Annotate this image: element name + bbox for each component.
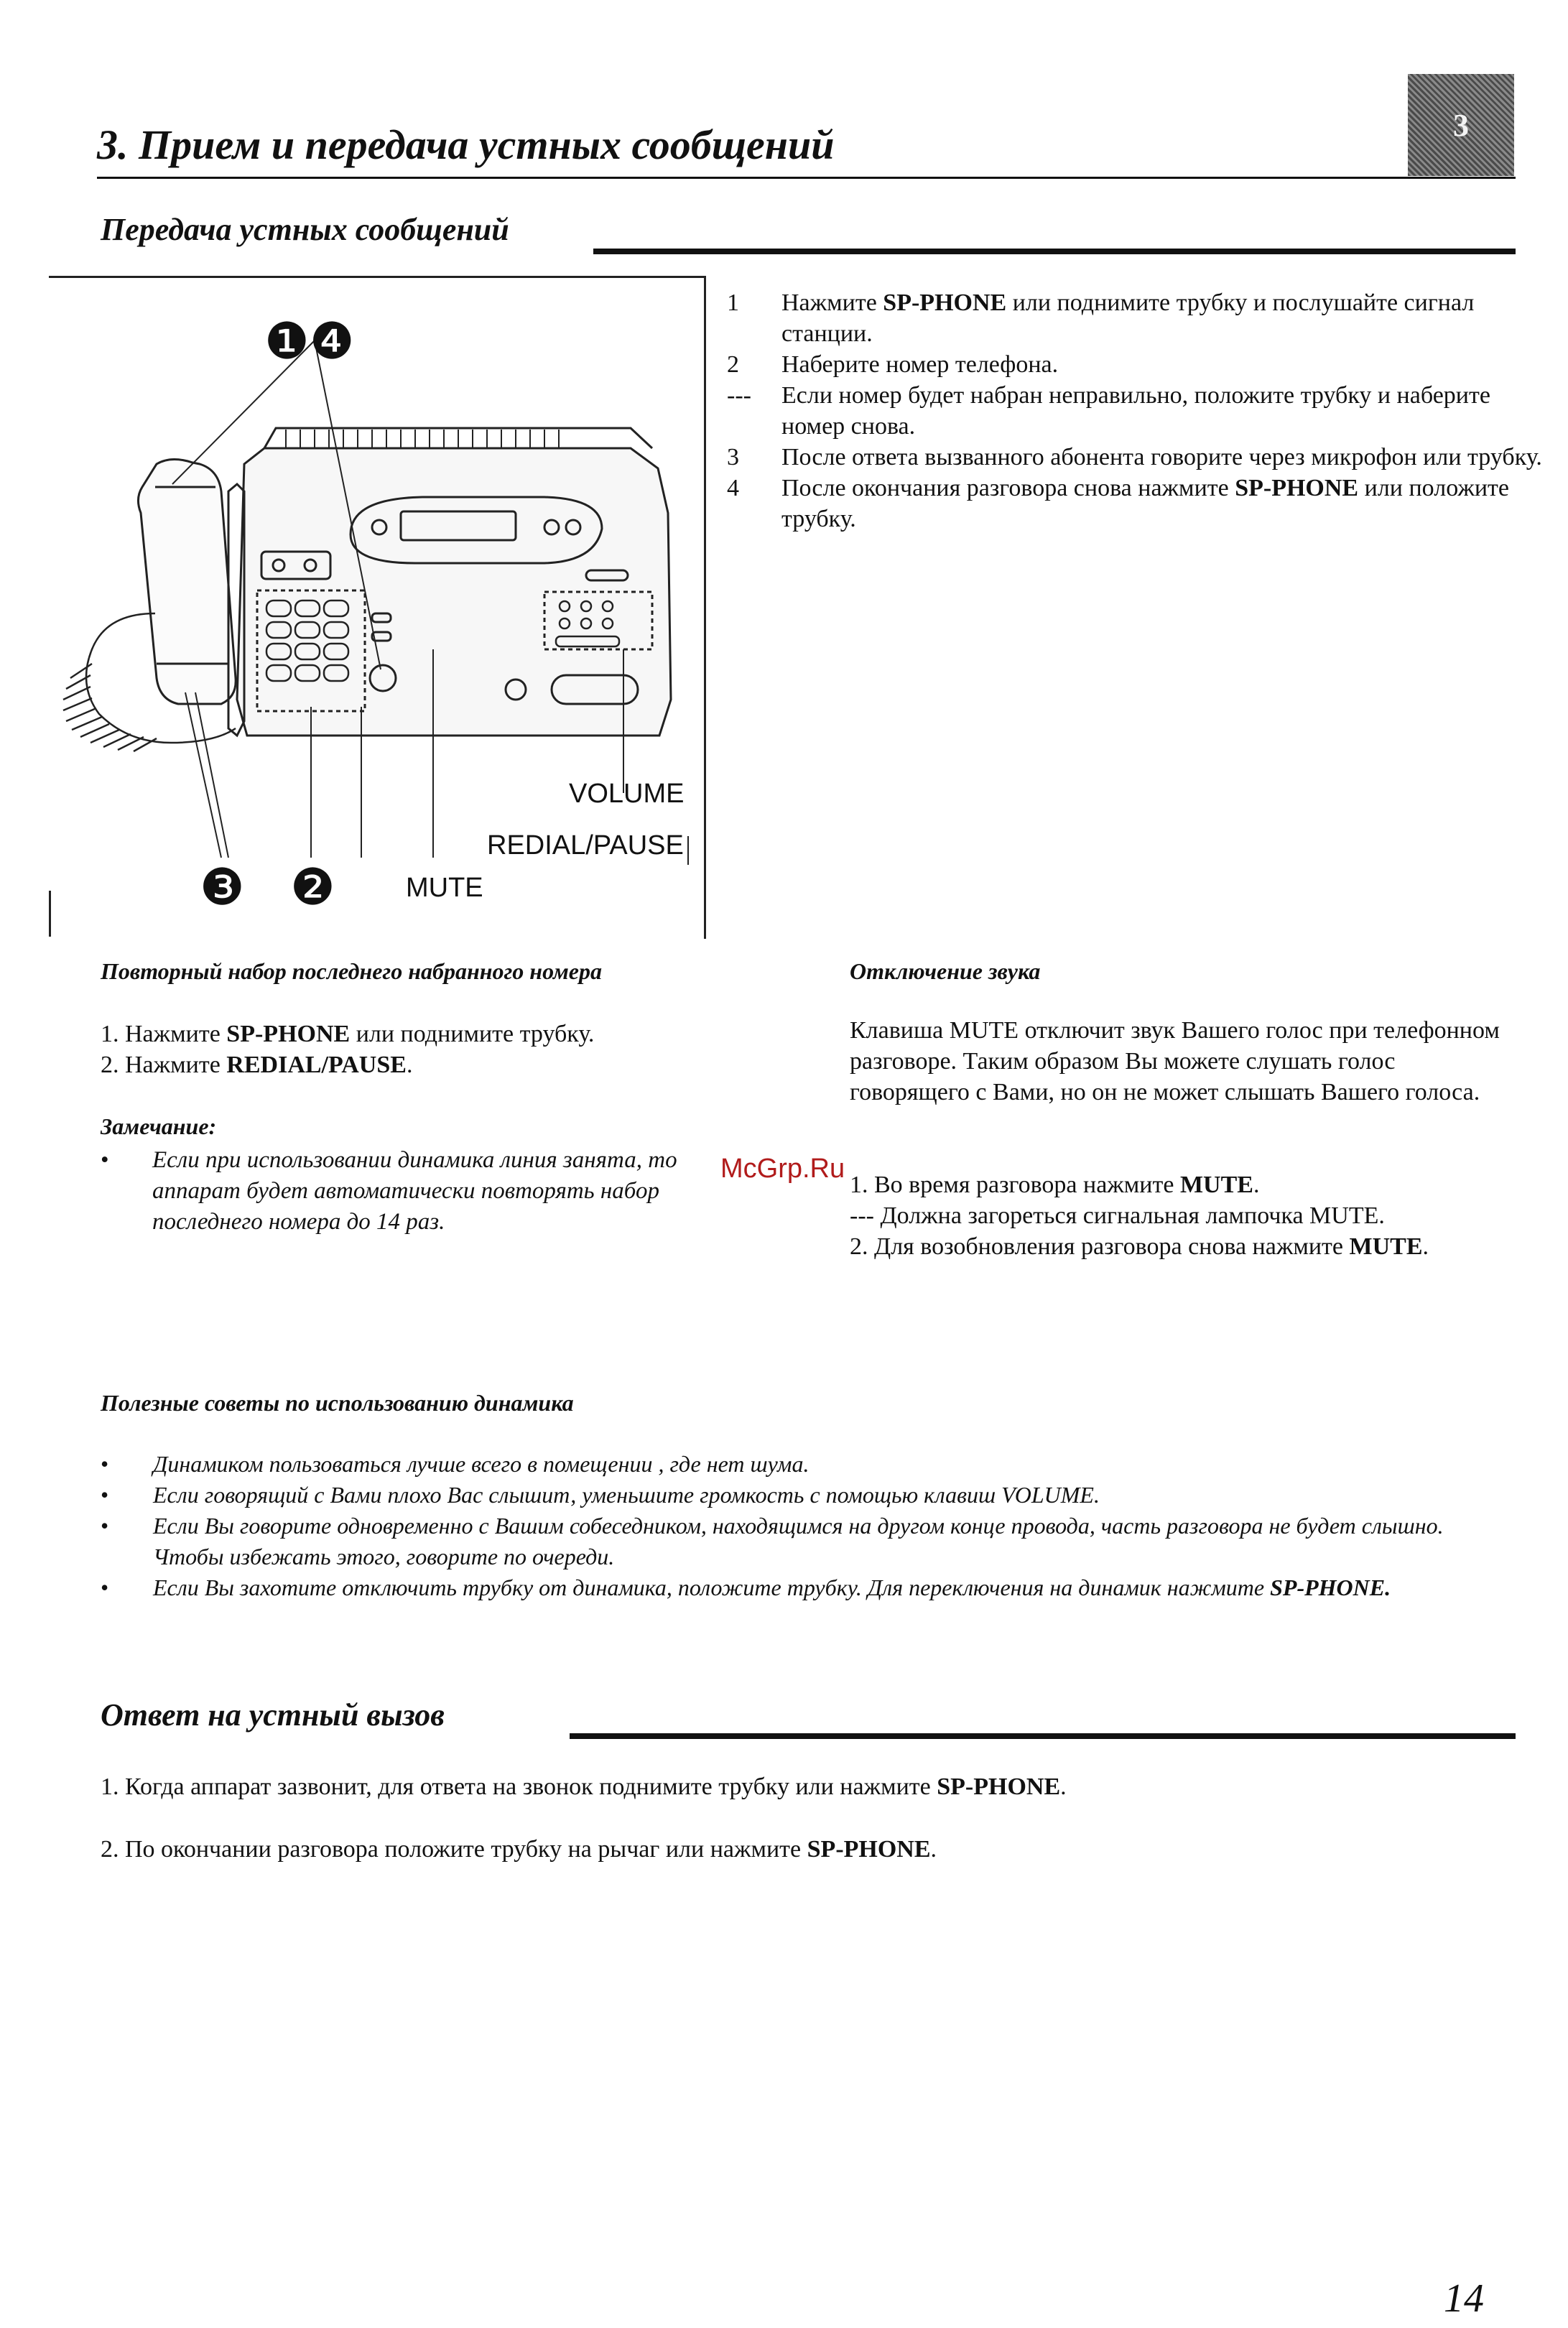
bullet-icon: • bbox=[101, 1482, 109, 1508]
tips-list bbox=[101, 1449, 1508, 1603]
note-heading: Замечание: bbox=[101, 1113, 217, 1139]
step-number: 2 bbox=[727, 351, 739, 378]
watermark: McGrp.Ru bbox=[720, 1154, 845, 1184]
note-item bbox=[101, 1145, 733, 1238]
mute-intro: Клавиша MUTE отключит звук Вашего голос при телефонном разговоре. Таким образом Вы можете слушать голос говорящего с Вами, но он не может слышать Вашего голоса. bbox=[850, 1017, 1500, 1105]
redial-heading: Повторный набор последнего набранного номера bbox=[101, 958, 602, 984]
tip-text: Если Вы говорите одновременно с Вашим собеседником, находящимся на другом конце провода, часть разговора не будет слышно. Чтобы избежать этого, говорите по очереди. bbox=[153, 1513, 1444, 1569]
callout-2: ❷ bbox=[290, 858, 335, 917]
page-number: 14 bbox=[1444, 2276, 1484, 2321]
note bbox=[101, 1145, 733, 1238]
bullet-icon: • bbox=[101, 1513, 109, 1539]
bullet-icon: • bbox=[101, 1451, 109, 1477]
tip-item bbox=[101, 1511, 1508, 1572]
tip-item bbox=[101, 1449, 1508, 1480]
tip-text: Если говорящий с Вами плохо Вас слышит, уменьшите громкость с помощью клавиш VOLUME. bbox=[153, 1482, 1100, 1508]
tip-text: Если Вы захотите отключить трубку от динамика, положите трубку. Для переключения на динамик нажмите SP-PHONE. bbox=[153, 1575, 1391, 1600]
redial-step-1: 1. Нажмите SP-PHONE или поднимите трубку. bbox=[101, 1021, 595, 1047]
step-number: 1 bbox=[727, 289, 739, 316]
step-number: 3 bbox=[727, 444, 739, 470]
callout-1-4: ❶❹ bbox=[264, 312, 355, 371]
step-text: Нажмите SP-PHONE или поднимите трубку и послушайте сигнал станции. bbox=[781, 289, 1475, 347]
answer-step-1: 1. Когда аппарат зазвонит, для ответа на звонок поднимите трубку или нажмите SP-PHONE. bbox=[101, 1773, 1067, 1800]
section-title-send: Передача устных сообщений bbox=[101, 212, 509, 247]
step-number: --- bbox=[727, 382, 751, 409]
tip-item bbox=[101, 1480, 1508, 1511]
chapter-rule bbox=[97, 177, 1516, 179]
step-text: Если номер будет набран неправильно, положите трубку и наберите номер снова. bbox=[781, 382, 1490, 440]
fax-machine-illustration bbox=[49, 276, 704, 937]
mute-step-1-sub: --- Должна загореться сигнальная лампочка MUTE. bbox=[850, 1202, 1385, 1229]
mute-step-1: 1. Во время разговора нажмите MUTE. bbox=[850, 1172, 1260, 1198]
section-rule-answer bbox=[570, 1733, 1516, 1739]
send-step bbox=[727, 442, 1543, 473]
tip-text: Динамиком пользоваться лучше всего в помещении , где нет шума. bbox=[153, 1451, 809, 1477]
mute-steps bbox=[850, 1169, 1503, 1262]
send-step bbox=[727, 349, 1543, 380]
step-text: Наберите номер телефона. bbox=[781, 351, 1059, 378]
redial-step-2: 2. Нажмите REDIAL/PAUSE. bbox=[101, 1052, 413, 1078]
send-step bbox=[727, 380, 1543, 442]
note-text: Если при использовании динамика линия занята, то аппарат будет автоматически повторять набор последнего номера до 14 раз. bbox=[152, 1147, 677, 1235]
send-steps bbox=[727, 287, 1543, 534]
chapter-title: 3. Прием и передача устных сообщений bbox=[97, 121, 835, 168]
label-mute: MUTE bbox=[406, 873, 483, 903]
tips-heading: Полезные советы по использованию динамика bbox=[101, 1390, 574, 1416]
tip-item bbox=[101, 1572, 1508, 1603]
send-step bbox=[727, 287, 1543, 349]
redial-steps bbox=[101, 1019, 733, 1080]
mute-step-2: 2. Для возобновления разговора снова нажмите MUTE. bbox=[850, 1233, 1429, 1260]
step-text: После окончания разговора снова нажмите SP-PHONE или положите трубку. bbox=[781, 475, 1509, 532]
send-step bbox=[727, 473, 1543, 534]
chapter-tab: 3 bbox=[1408, 74, 1514, 176]
section-title-answer: Ответ на устный вызов bbox=[101, 1697, 445, 1733]
label-volume: VOLUME bbox=[569, 779, 685, 809]
bullet-icon: • bbox=[101, 1575, 109, 1600]
step-text: После ответа вызванного абонента говорите через микрофон или трубку. bbox=[781, 444, 1542, 470]
callout-3: ❸ bbox=[200, 858, 245, 917]
answer-step-2: 2. По окончании разговора положите трубку на рычаг или нажмите SP-PHONE. bbox=[101, 1836, 937, 1863]
step-number: 4 bbox=[727, 475, 739, 501]
bullet-icon: • bbox=[101, 1147, 109, 1173]
mute-heading: Отключение звука bbox=[850, 958, 1041, 984]
label-redial-pause: REDIAL/PAUSE bbox=[487, 830, 684, 861]
section-rule-send bbox=[593, 249, 1516, 254]
